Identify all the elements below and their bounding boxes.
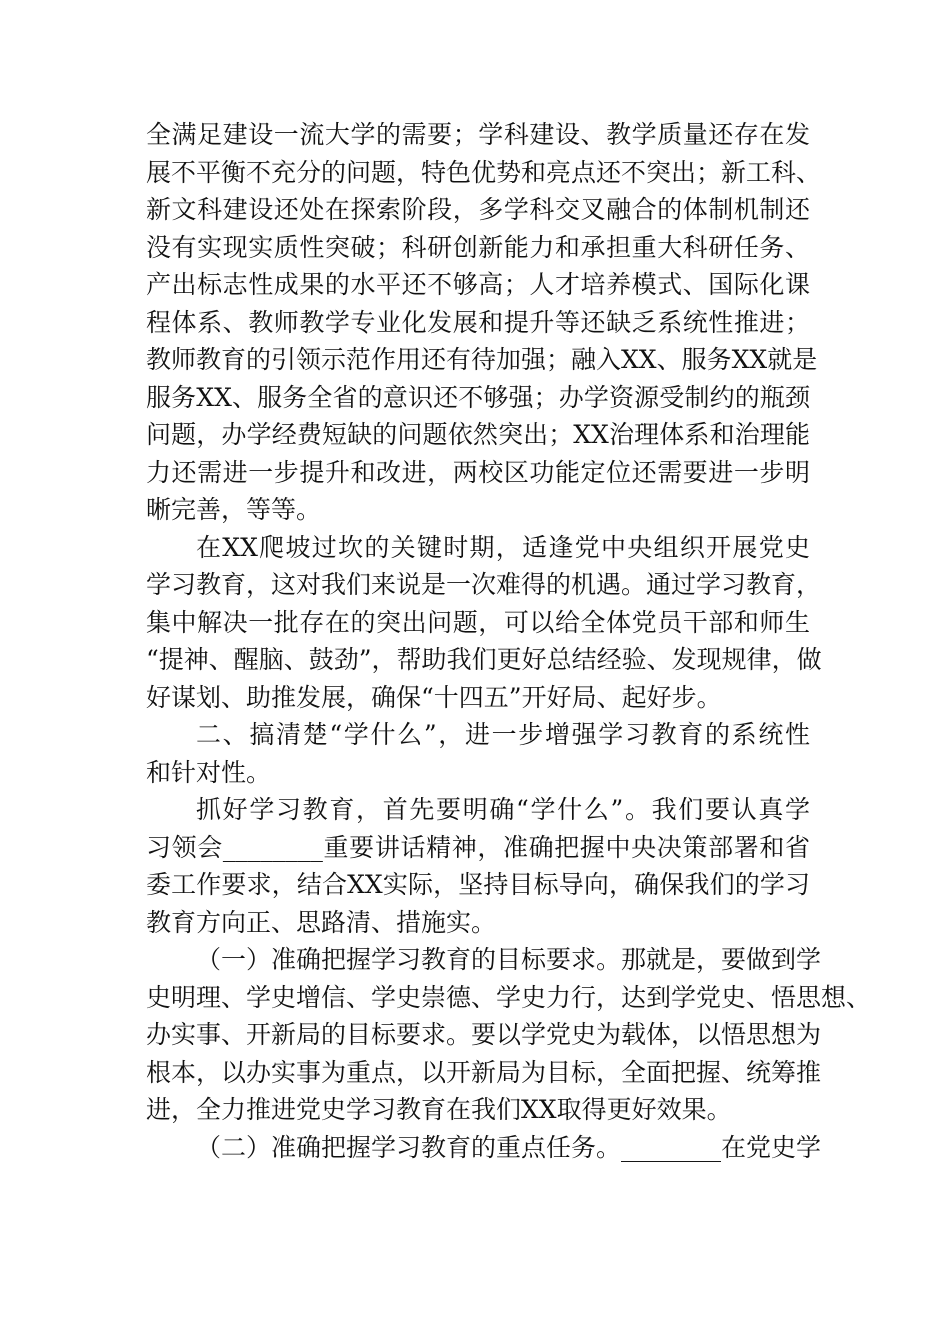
paragraph-first-line: 在XX爬坡过坎的关键时期，适逢党中央组织开展党史 — [196, 532, 810, 562]
paragraph-first-line: （一）准确把握学习教育的目标要求。那就是，要做到学 — [196, 945, 822, 974]
text-line: 晰完善，等等。 — [146, 495, 322, 524]
text-line: 集中解决一批存在的突出问题，可以给全体党员干部和师生 — [146, 607, 810, 637]
text-line: 服务XX、服务全省的意识还不够强；办学资源受制约的瓶颈 — [146, 382, 810, 412]
paragraph-first-line: （二）准确把握学习教育的重点任务。________在党史学 — [196, 1132, 822, 1162]
text-line: 没有实现实质性突破；科研创新能力和承担重大科研任务、 — [146, 232, 810, 262]
text-line: “提神、醒脑、鼓劲”，帮助我们更好总结经验、发现规律，做 — [146, 645, 822, 674]
text-line: 问题，办学经费短缺的问题依然突出；XX治理体系和治理能 — [146, 420, 810, 449]
text-line: 好谋划、助推发展，确保“十四五”开好局、起好步。 — [146, 682, 722, 712]
section-heading-line: 二、搞清楚“学什么”，进一步增强学习教育的系统性 — [196, 720, 810, 749]
text-line: 教师教育的引领示范作用还有待加强；融入XX、服务XX就是 — [146, 345, 818, 374]
text-line: 委工作要求，结合XX实际，坚持目标导向，确保我们的学习 — [146, 870, 810, 899]
text-line: 展不平衡不充分的问题，特色优势和亮点还不突出；新工科、 — [146, 157, 822, 187]
text-line: 进，全力推进党史学习教育在我们XX取得更好效果。 — [146, 1095, 732, 1124]
text-line: 程体系、教师教学专业化发展和提升等还缺乏系统性推进； — [146, 307, 810, 337]
text-line: 办实事、开新局的目标要求。要以学党史为载体，以悟思想为 — [146, 1020, 822, 1049]
text-line: 根本，以办实事为重点，以开新局为目标，全面把握、统筹推 — [146, 1057, 822, 1087]
text-line: 新文科建设还处在探索阶段，多学科交叉融合的体制机制还 — [146, 195, 810, 224]
text-line: 习领会________重要讲话精神，准确把握中央决策部署和省 — [146, 832, 810, 862]
section-heading-line: 和针对性。 — [146, 757, 272, 787]
text-line: 史明理、学史增信、学史崇德、学史力行，达到学党史、悟思想、 — [146, 982, 872, 1012]
text-line: 力还需进一步提升和改进，两校区功能定位还需要进一步明 — [146, 457, 810, 487]
text-line: 产出标志性成果的水平还不够高；人才培养模式、国际化课 — [146, 270, 810, 299]
text-line: 教育方向正、思路清、措施实。 — [146, 907, 497, 937]
document-body — [146, 116, 872, 1166]
paragraph-first-line: 抓好学习教育，首先要明确“学什么”。我们要认真学 — [196, 795, 810, 824]
text-line: 全满足建设一流大学的需要；学科建设、教学质量还存在发 — [146, 120, 810, 149]
text-line: 学习教育，这对我们来说是一次难得的机遇。通过学习教育， — [146, 570, 822, 599]
